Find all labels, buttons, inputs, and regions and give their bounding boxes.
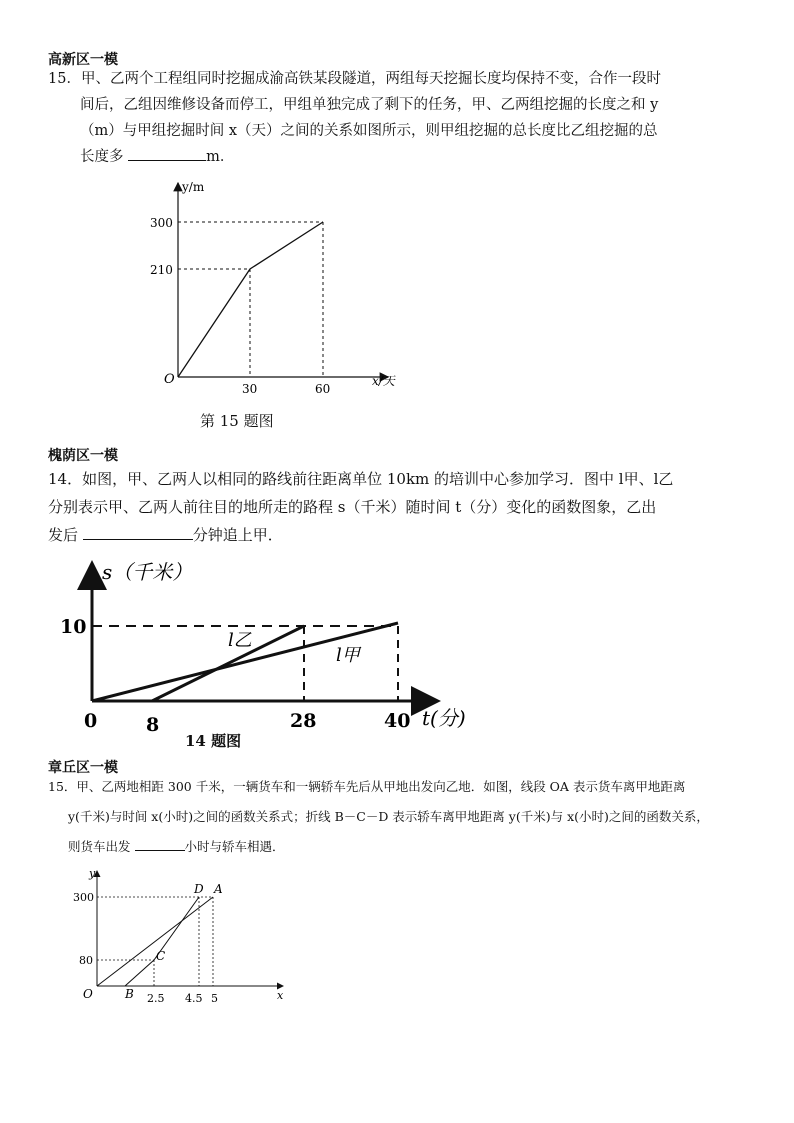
point-label-B: B (125, 987, 134, 1001)
question-line: 间后，乙组因维修设备而停工，甲组单独完成了剩下的任务，甲、乙两组挖掘的长度之和 y (80, 97, 659, 113)
y-tick-label: 300 (73, 891, 94, 904)
y-tick-label: 300 (150, 216, 173, 230)
question-line: （m）与甲组挖掘时间 x（天）之间的关系如图所示，则甲组挖掘的总长度比乙组挖掘的总 (80, 123, 658, 139)
y-axis-label: y/m (182, 180, 205, 194)
question-line: 发后 (48, 526, 79, 544)
question-15-zhangqiu (48, 772, 778, 862)
origin-label: O (164, 372, 175, 387)
line-label-jia: l甲 (336, 645, 360, 666)
figure-caption: 第 15 题图 (200, 412, 274, 430)
x-tick-label: 40 (384, 710, 411, 732)
x-tick-label: 60 (315, 382, 331, 396)
x-tick-label: 5 (211, 992, 218, 1005)
point-label-C: C (156, 949, 166, 963)
question-line: y(千米)与时间 x(小时)之间的函数关系式；折线 B－C－D 表示轿车离甲地距离 y(千米)与 x(小时)之间的函数关系， (68, 809, 709, 824)
question-line: 分别表示甲、乙两人前往目的地所走的路程 s（千米）随时间 t（分）变化的函数图象，乙出 (48, 498, 657, 516)
question-line: 分钟追上甲． (192, 526, 283, 544)
x-axis-label: x (277, 989, 284, 1002)
figure-caption: 14 题图 (185, 732, 242, 750)
x-tick-label: 2.5 (147, 992, 165, 1005)
question-line: 15．甲、乙两地相距 300 千米，一辆货车和一辆轿车先后从甲地出发向乙地．如图，线段 OA 表示货车离甲地距离 (48, 779, 686, 794)
x-axis-label: x/天 (372, 374, 395, 388)
question-14-huaiyin (48, 465, 768, 549)
answer-blank[interactable] (128, 146, 206, 162)
question-line: 甲、乙两个工程组同时挖掘成渝高铁某段隧道，两组每天挖掘长度均保持不变，合作一段时 (80, 71, 661, 87)
figure-15-zhangqiu (65, 865, 295, 1010)
question-line: 14．如图，甲、乙两人以相同的路线前往距离单位 10km 的培训中心参加学习．图中 l甲、l乙 (48, 470, 674, 488)
figure-14-huaiyin (50, 555, 490, 755)
question-line: 小时与轿车相遇． (184, 839, 285, 854)
question-line: m． (206, 149, 235, 165)
line-label-yi: l乙 (228, 630, 252, 651)
question-line: 长度多 (80, 149, 124, 165)
x-tick-label: 8 (146, 714, 160, 736)
answer-blank[interactable] (135, 838, 185, 852)
point-label-A: A (214, 882, 223, 896)
y-axis-label: y (89, 867, 96, 880)
x-tick-label: 30 (242, 382, 258, 396)
origin-label: O (83, 987, 93, 1001)
y-axis-label: s（千米） (102, 560, 193, 584)
origin-label: 0 (84, 710, 98, 732)
y-tick-label: 80 (79, 954, 93, 967)
x-axis-label: t(分) (422, 706, 466, 730)
question-number: 15． (48, 71, 81, 87)
question-15-gaoxin (48, 66, 758, 170)
y-tick-label: 210 (150, 263, 173, 277)
answer-blank[interactable] (83, 524, 193, 540)
region-title-zhangqiu: 章丘区一模 (48, 760, 118, 776)
region-title-gaoxin: 高新区一模 (48, 52, 118, 68)
point-label-D: D (194, 882, 204, 896)
region-title-huaiyin: 槐荫区一模 (48, 448, 118, 464)
y-tick-label: 10 (60, 616, 87, 638)
polyline-BCD (125, 897, 199, 986)
segment-OA (97, 897, 213, 986)
x-tick-label: 4.5 (185, 992, 203, 1005)
figure-15-gaoxin (150, 175, 410, 400)
x-tick-label: 28 (290, 710, 317, 732)
question-line: 则货车出发 (68, 839, 131, 854)
